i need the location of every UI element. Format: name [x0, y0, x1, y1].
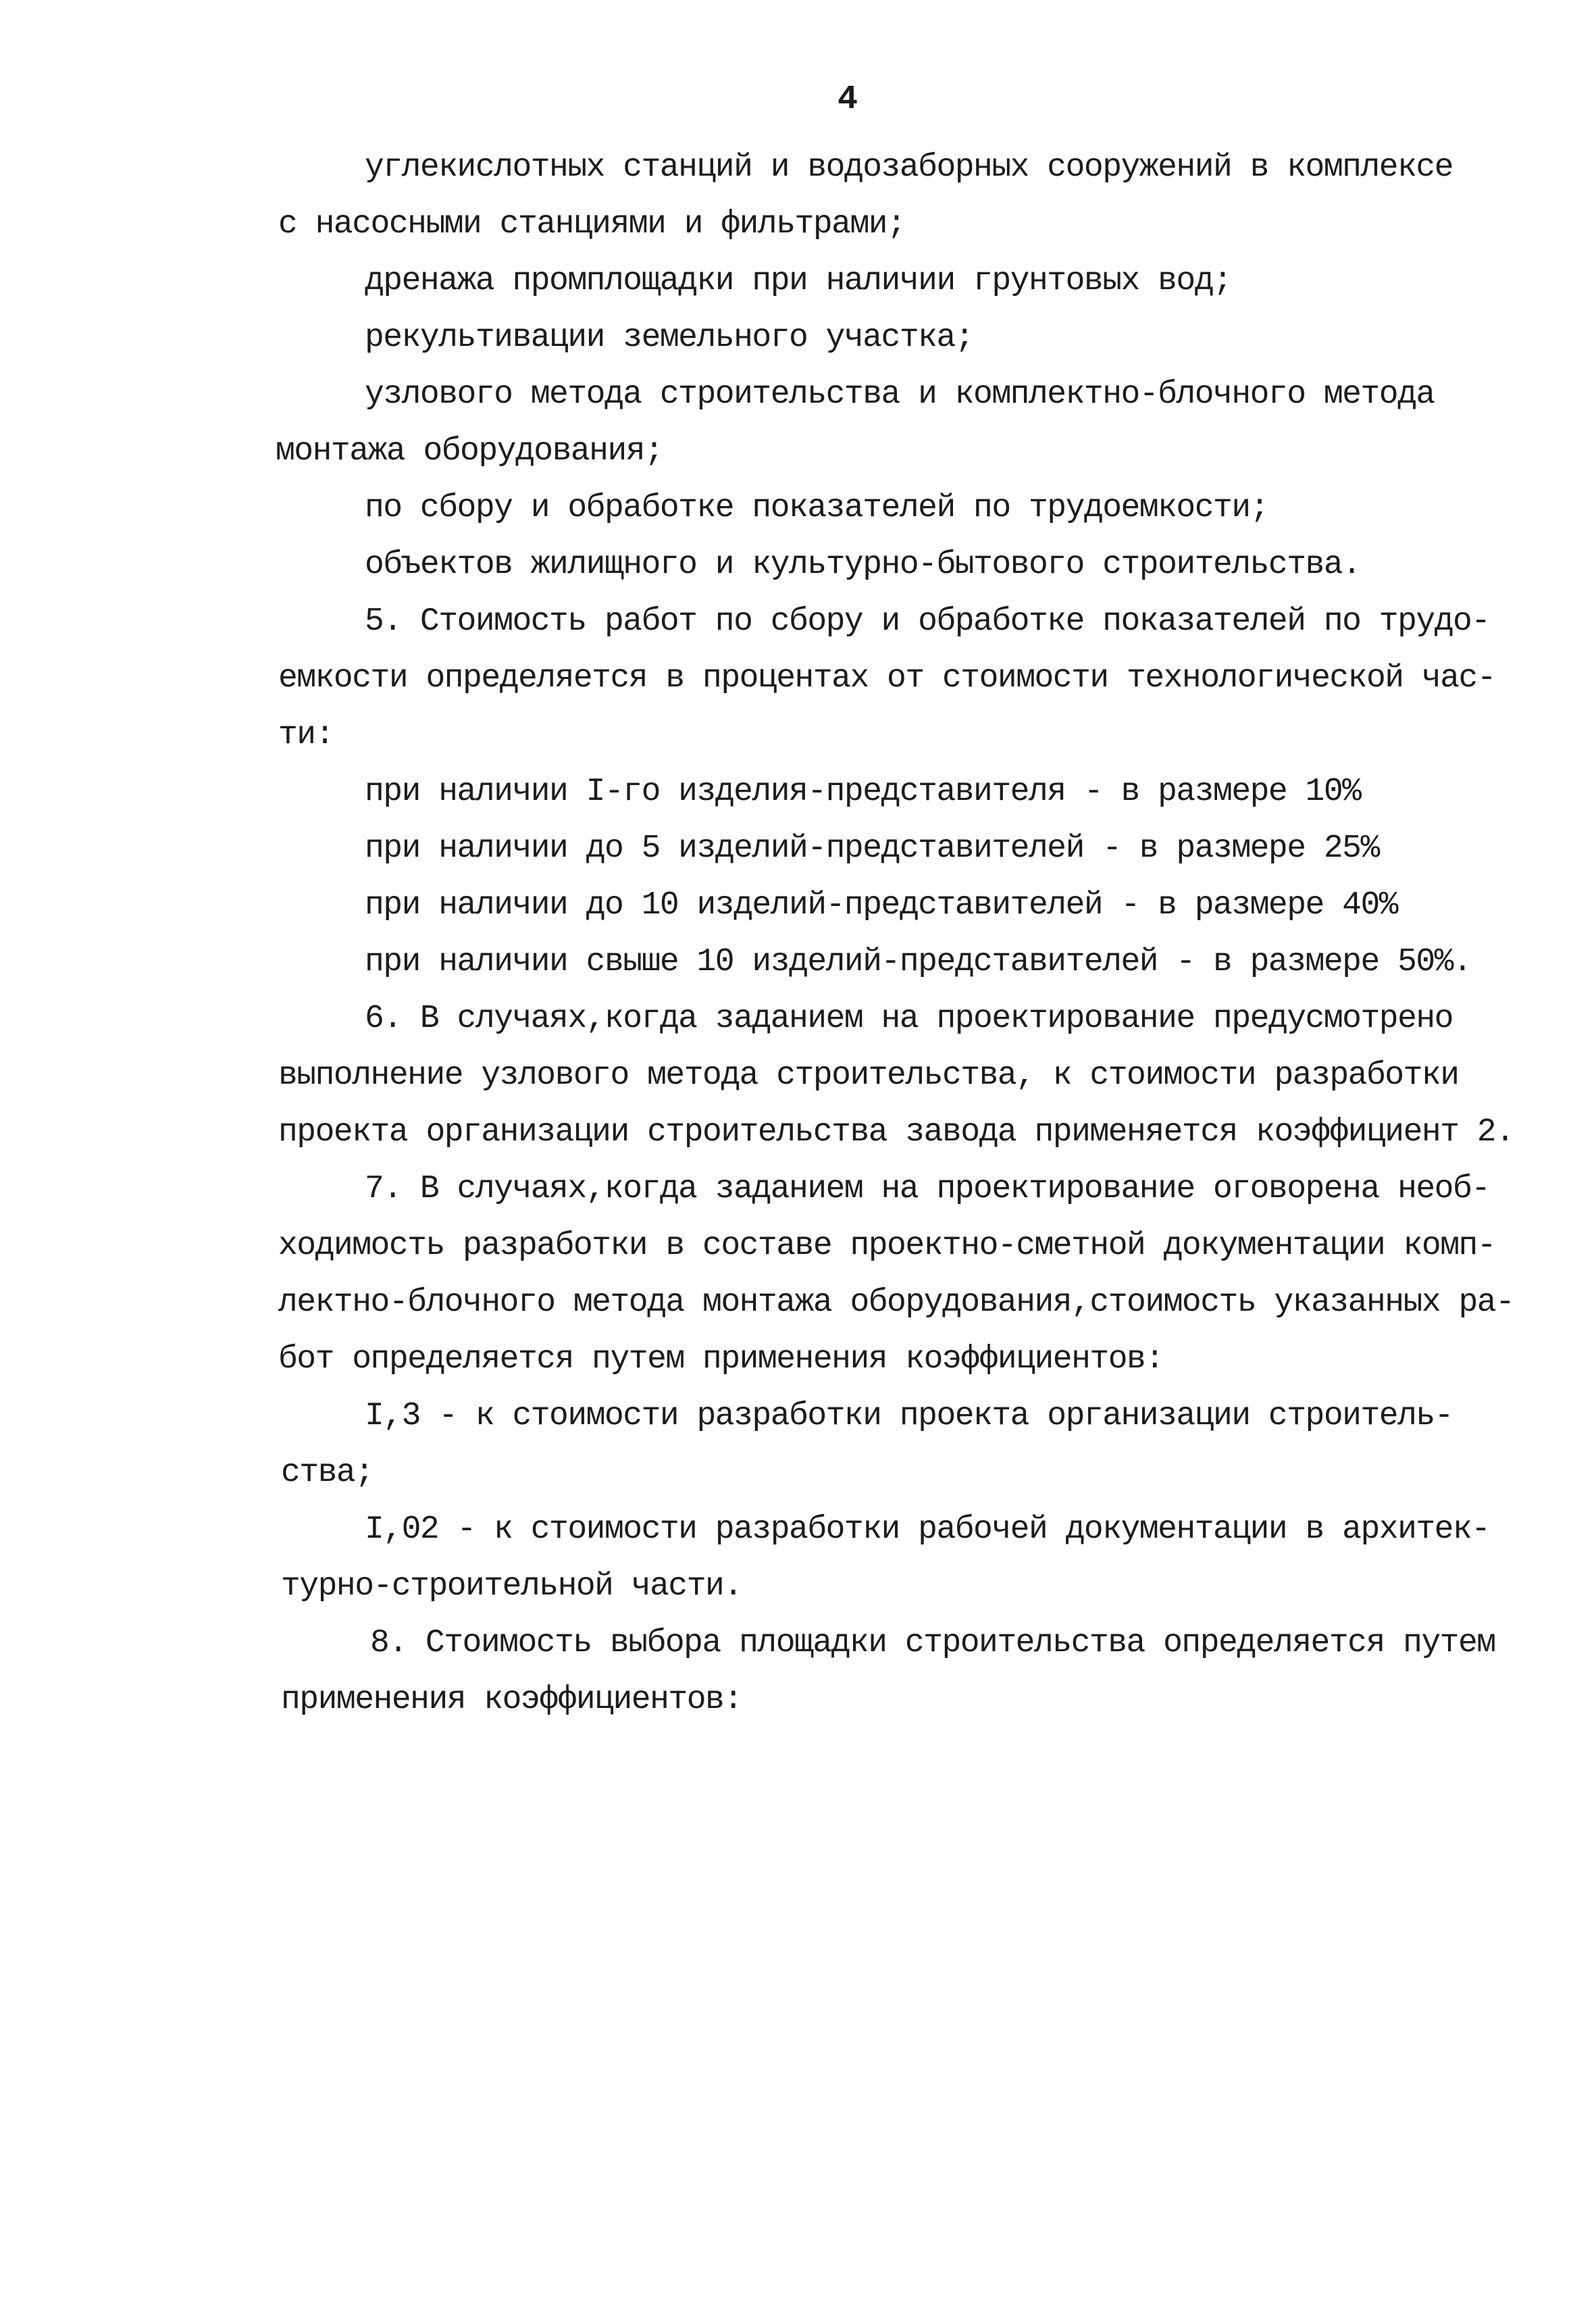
text-line-20: ходимость разработки в составе проектно-сметной документации комп-	[278, 1228, 1496, 1264]
text-line-22: бот определяется путем применения коэффициентов:	[278, 1341, 1164, 1378]
text-line-14: при наличии до 10 изделий-представителей - в размере 40%	[365, 887, 1398, 924]
text-line-21: лектно-блочного метода монтажа оборудования,стоимость указанных ра-	[278, 1284, 1514, 1321]
text-line-15: при наличии свыше 10 изделий-представителей - в размере 50%.	[365, 944, 1472, 980]
text-line-3: дренажа промплощадки при наличии грунтовых вод;	[365, 263, 1232, 299]
text-line-7: по сбору и обработке показателей по трудоемкости;	[365, 490, 1268, 526]
text-line-9: 5. Стоимость работ по сбору и обработке показателей по трудо-	[365, 603, 1490, 640]
text-line-4: рекультивации земельного участка;	[365, 320, 974, 356]
text-line-12: при наличии I-го изделия-представителя - в размере 10%	[365, 774, 1361, 810]
text-line-19: 7. В случаях,когда заданием на проектирование оговорена необ-	[365, 1171, 1490, 1207]
text-line-27: 8. Стоимость выбора площадки строительства определяется путем	[370, 1625, 1495, 1661]
text-line-17: выполнение узлового метода строительства, к стоимости разработки	[278, 1057, 1459, 1094]
page-number: 4	[838, 80, 858, 119]
text-line-11: ти:	[278, 717, 334, 753]
text-line-10: емкости определяется в процентах от стоимости технологической час-	[278, 660, 1496, 697]
text-line-25: I,02 - к стоимости разработки рабочей документации в архитек-	[365, 1511, 1490, 1548]
text-line-13: при наличии до 5 изделий-представителей - в размере 25%	[365, 830, 1379, 867]
text-line-26: турно-строительной части.	[281, 1568, 742, 1605]
text-line-2: с насосными станциями и фильтрами;	[278, 206, 906, 243]
text-line-28: применения коэффициентов:	[281, 1682, 742, 1718]
text-line-8: объектов жилищного и культурно-бытового строительства.	[365, 547, 1361, 583]
text-line-5: узлового метода строительства и комплектно-блочного метода	[365, 376, 1435, 413]
text-line-24: ства;	[281, 1455, 374, 1491]
text-line-23: I,3 - к стоимости разработки проекта организации строитель-	[365, 1398, 1453, 1434]
text-line-18: проекта организации строительства завода применяется коэффициент 2.	[278, 1114, 1514, 1151]
text-line-16: 6. В случаях,когда заданием на проектирование предусмотрено	[365, 1001, 1453, 1037]
text-line-1: углекислотных станций и водозаборных сооружений в комплексе	[365, 149, 1453, 186]
text-line-6: монтажа оборудования;	[276, 433, 663, 470]
